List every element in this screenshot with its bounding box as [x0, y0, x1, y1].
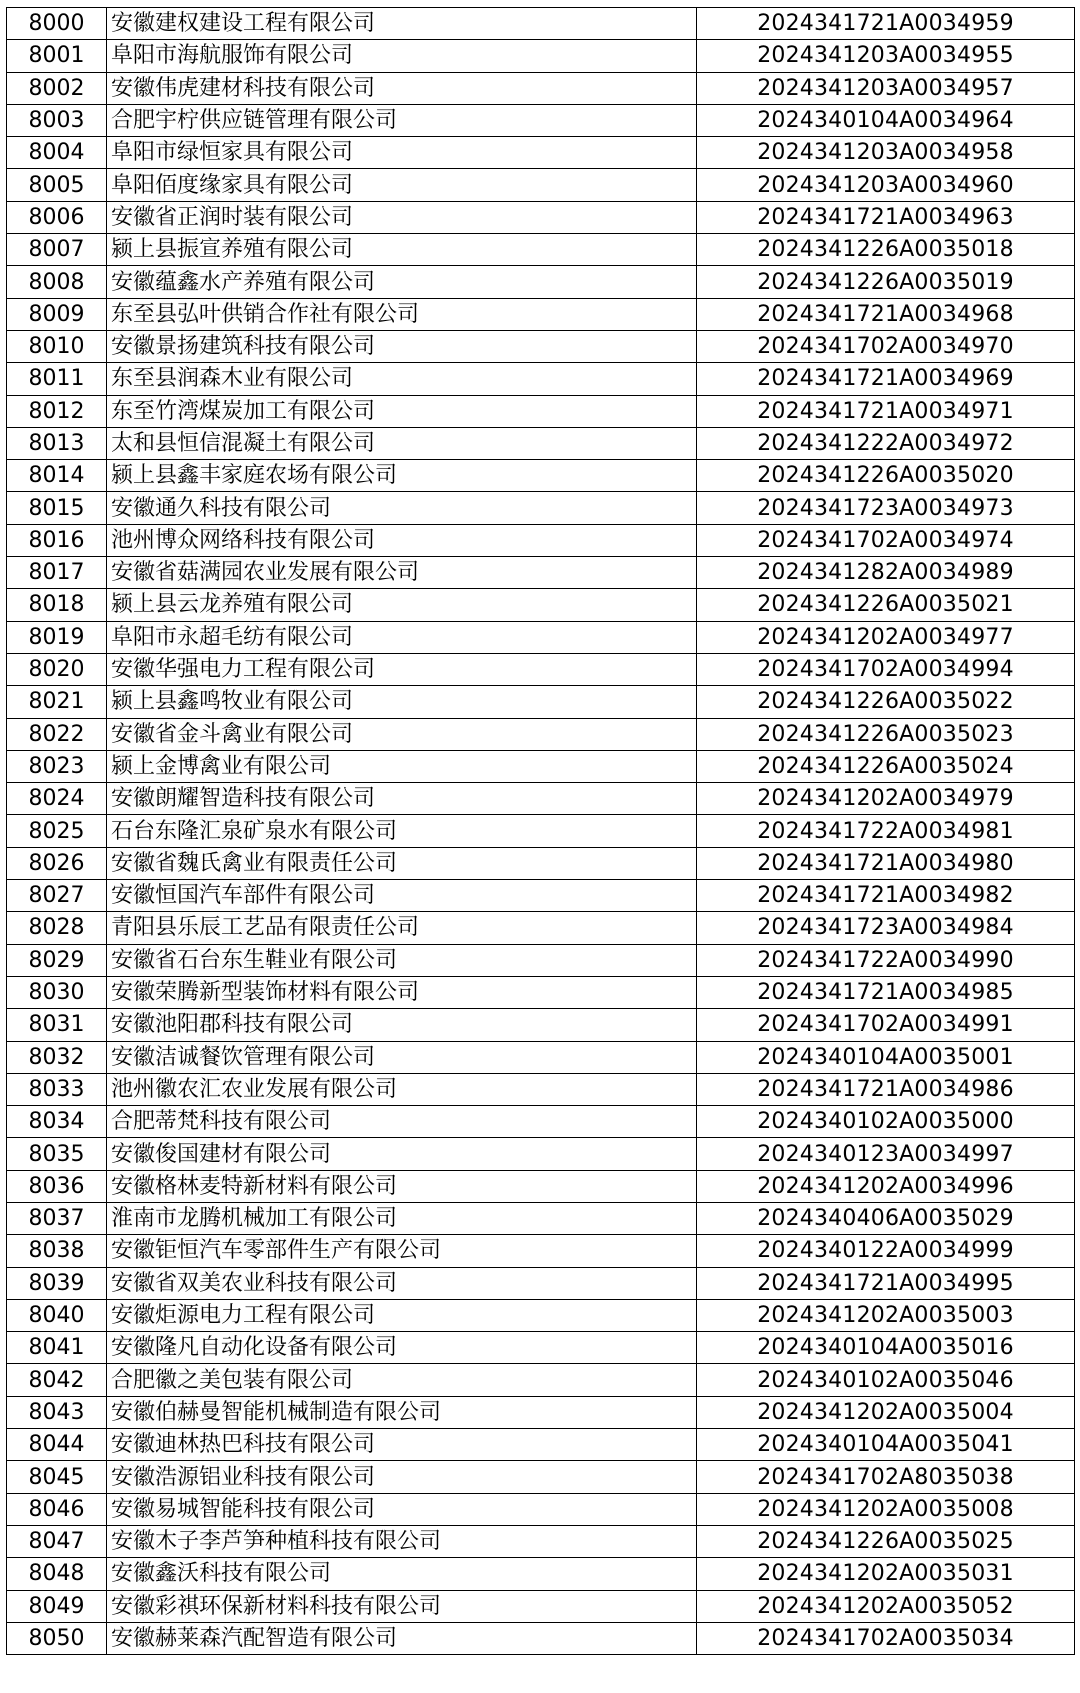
registration-code-cell: 2024341226A0035025 — [697, 1525, 1075, 1557]
registration-code-cell: 2024341702A0035034 — [697, 1622, 1075, 1654]
table-row — [7, 8, 1075, 40]
row-number-cell: 8028 — [7, 912, 107, 944]
company-name-cell: 安徽池阳郡科技有限公司 — [107, 1009, 697, 1041]
company-name-cell: 安徽隆凡自动化设备有限公司 — [107, 1332, 697, 1364]
company-name-cell: 安徽易城智能科技有限公司 — [107, 1493, 697, 1525]
row-number-cell: 8025 — [7, 815, 107, 847]
row-number-cell: 8044 — [7, 1429, 107, 1461]
row-number-cell: 8041 — [7, 1332, 107, 1364]
registration-code-cell: 2024341722A0034981 — [697, 815, 1075, 847]
company-list-table — [6, 7, 1075, 1655]
row-number-cell: 8030 — [7, 976, 107, 1008]
registration-code-cell: 2024341721A0034963 — [697, 201, 1075, 233]
registration-code-cell: 2024341721A0034982 — [697, 880, 1075, 912]
table-row — [7, 686, 1075, 718]
company-name-cell: 阜阳佰度缘家具有限公司 — [107, 169, 697, 201]
table-body — [7, 8, 1075, 1655]
company-name-cell: 东至县弘叶供销合作社有限公司 — [107, 298, 697, 330]
registration-code-cell: 2024341203A0034957 — [697, 72, 1075, 104]
table-row — [7, 330, 1075, 362]
company-name-cell: 合肥宇柠供应链管理有限公司 — [107, 104, 697, 136]
registration-code-cell: 2024341702A0034991 — [697, 1009, 1075, 1041]
row-number-cell: 8019 — [7, 621, 107, 653]
row-number-cell: 8000 — [7, 8, 107, 40]
table-row — [7, 1009, 1075, 1041]
company-name-cell: 安徽炬源电力工程有限公司 — [107, 1299, 697, 1331]
row-number-cell: 8004 — [7, 137, 107, 169]
registration-code-cell: 2024340102A0035046 — [697, 1364, 1075, 1396]
table-row — [7, 234, 1075, 266]
company-name-cell: 安徽彩祺环保新材料科技有限公司 — [107, 1590, 697, 1622]
table-row — [7, 1525, 1075, 1557]
registration-code-cell: 2024340104A0035016 — [697, 1332, 1075, 1364]
registration-code-cell: 2024341702A0034994 — [697, 653, 1075, 685]
row-number-cell: 8046 — [7, 1493, 107, 1525]
company-name-cell: 石台东隆汇泉矿泉水有限公司 — [107, 815, 697, 847]
registration-code-cell: 2024340104A0035001 — [697, 1041, 1075, 1073]
row-number-cell: 8048 — [7, 1558, 107, 1590]
table-row — [7, 266, 1075, 298]
table-row — [7, 1073, 1075, 1105]
row-number-cell: 8038 — [7, 1235, 107, 1267]
registration-code-cell: 2024340122A0034999 — [697, 1235, 1075, 1267]
row-number-cell: 8006 — [7, 201, 107, 233]
registration-code-cell: 2024341721A0034968 — [697, 298, 1075, 330]
company-name-cell: 安徽迪林热巴科技有限公司 — [107, 1429, 697, 1461]
registration-code-cell: 2024341203A0034958 — [697, 137, 1075, 169]
row-number-cell: 8010 — [7, 330, 107, 362]
company-name-cell: 安徽浩源铝业科技有限公司 — [107, 1461, 697, 1493]
registration-code-cell: 2024341226A0035022 — [697, 686, 1075, 718]
row-number-cell: 8045 — [7, 1461, 107, 1493]
table-row — [7, 783, 1075, 815]
company-name-cell: 颍上县鑫鸣牧业有限公司 — [107, 686, 697, 718]
row-number-cell: 8012 — [7, 395, 107, 427]
table-row — [7, 169, 1075, 201]
row-number-cell: 8032 — [7, 1041, 107, 1073]
company-name-cell: 淮南市龙腾机械加工有限公司 — [107, 1202, 697, 1234]
row-number-cell: 8016 — [7, 524, 107, 556]
registration-code-cell: 2024341702A0034974 — [697, 524, 1075, 556]
registration-code-cell: 2024341202A0035004 — [697, 1396, 1075, 1428]
row-number-cell: 8002 — [7, 72, 107, 104]
table-row — [7, 395, 1075, 427]
registration-code-cell: 2024341202A0034979 — [697, 783, 1075, 815]
table-row — [7, 1461, 1075, 1493]
table-row — [7, 1138, 1075, 1170]
table-row — [7, 621, 1075, 653]
registration-code-cell: 2024341226A0035024 — [697, 750, 1075, 782]
row-number-cell: 8037 — [7, 1202, 107, 1234]
registration-code-cell: 2024341202A0035031 — [697, 1558, 1075, 1590]
row-number-cell: 8014 — [7, 460, 107, 492]
table-row — [7, 104, 1075, 136]
company-name-cell: 阜阳市绿恒家具有限公司 — [107, 137, 697, 169]
company-name-cell: 安徽省石台东生鞋业有限公司 — [107, 944, 697, 976]
table-row — [7, 1493, 1075, 1525]
company-name-cell: 合肥徽之美包装有限公司 — [107, 1364, 697, 1396]
table-row — [7, 912, 1075, 944]
table-row — [7, 653, 1075, 685]
company-name-cell: 安徽鑫沃科技有限公司 — [107, 1558, 697, 1590]
company-name-cell: 安徽恒国汽车部件有限公司 — [107, 880, 697, 912]
company-name-cell: 东至县润森木业有限公司 — [107, 363, 697, 395]
table-row — [7, 1299, 1075, 1331]
table-row — [7, 1041, 1075, 1073]
table-row — [7, 1622, 1075, 1654]
table-row — [7, 750, 1075, 782]
table-row — [7, 298, 1075, 330]
row-number-cell: 8017 — [7, 557, 107, 589]
company-name-cell: 阜阳市永超毛纺有限公司 — [107, 621, 697, 653]
company-name-cell: 安徽木子李芦笋种植科技有限公司 — [107, 1525, 697, 1557]
table-row — [7, 1202, 1075, 1234]
company-name-cell: 安徽省金斗禽业有限公司 — [107, 718, 697, 750]
table-row — [7, 201, 1075, 233]
registration-code-cell: 2024341721A0034959 — [697, 8, 1075, 40]
row-number-cell: 8034 — [7, 1106, 107, 1138]
registration-code-cell: 2024341202A0035052 — [697, 1590, 1075, 1622]
company-name-cell: 颍上县鑫丰家庭农场有限公司 — [107, 460, 697, 492]
company-name-cell: 青阳县乐辰工艺品有限责任公司 — [107, 912, 697, 944]
table-row — [7, 1558, 1075, 1590]
registration-code-cell: 2024341721A0034980 — [697, 847, 1075, 879]
row-number-cell: 8035 — [7, 1138, 107, 1170]
company-name-cell: 安徽华强电力工程有限公司 — [107, 653, 697, 685]
row-number-cell: 8036 — [7, 1170, 107, 1202]
registration-code-cell: 2024340406A0035029 — [697, 1202, 1075, 1234]
company-name-cell: 安徽通久科技有限公司 — [107, 492, 697, 524]
table-row — [7, 524, 1075, 556]
company-name-cell: 颍上金博禽业有限公司 — [107, 750, 697, 782]
company-name-cell: 安徽朗耀智造科技有限公司 — [107, 783, 697, 815]
registration-code-cell: 2024341226A0035018 — [697, 234, 1075, 266]
table-row — [7, 492, 1075, 524]
company-name-cell: 安徽赫莱森汽配智造有限公司 — [107, 1622, 697, 1654]
company-name-cell: 颍上县云龙养殖有限公司 — [107, 589, 697, 621]
table-row — [7, 718, 1075, 750]
row-number-cell: 8021 — [7, 686, 107, 718]
registration-code-cell: 2024341226A0035023 — [697, 718, 1075, 750]
company-name-cell: 池州徽农汇农业发展有限公司 — [107, 1073, 697, 1105]
registration-code-cell: 2024341721A0034986 — [697, 1073, 1075, 1105]
table-row — [7, 1364, 1075, 1396]
company-name-cell: 安徽钜恒汽车零部件生产有限公司 — [107, 1235, 697, 1267]
registration-code-cell: 2024340104A0034964 — [697, 104, 1075, 136]
registration-code-cell: 2024341203A0034960 — [697, 169, 1075, 201]
registration-code-cell: 2024341721A0034985 — [697, 976, 1075, 1008]
row-number-cell: 8003 — [7, 104, 107, 136]
company-name-cell: 安徽蕴鑫水产养殖有限公司 — [107, 266, 697, 298]
row-number-cell: 8023 — [7, 750, 107, 782]
table-row — [7, 427, 1075, 459]
registration-code-cell: 2024341203A0034955 — [697, 40, 1075, 72]
registration-code-cell: 2024341722A0034990 — [697, 944, 1075, 976]
table-row — [7, 976, 1075, 1008]
company-name-cell: 安徽伯赫曼智能机械制造有限公司 — [107, 1396, 697, 1428]
registration-code-cell: 2024340102A0035000 — [697, 1106, 1075, 1138]
company-name-cell: 阜阳市海航服饰有限公司 — [107, 40, 697, 72]
row-number-cell: 8008 — [7, 266, 107, 298]
row-number-cell: 8005 — [7, 169, 107, 201]
table-row — [7, 1235, 1075, 1267]
company-name-cell: 安徽省双美农业科技有限公司 — [107, 1267, 697, 1299]
company-name-cell: 池州博众网络科技有限公司 — [107, 524, 697, 556]
table-row — [7, 1429, 1075, 1461]
registration-code-cell: 2024341202A0034977 — [697, 621, 1075, 653]
table-row — [7, 815, 1075, 847]
table-row — [7, 589, 1075, 621]
table-row — [7, 1590, 1075, 1622]
row-number-cell: 8029 — [7, 944, 107, 976]
table-row — [7, 944, 1075, 976]
registration-code-cell: 2024341202A0035003 — [697, 1299, 1075, 1331]
table-row — [7, 1170, 1075, 1202]
company-name-cell: 太和县恒信混凝土有限公司 — [107, 427, 697, 459]
registration-code-cell: 2024340123A0034997 — [697, 1138, 1075, 1170]
row-number-cell: 8027 — [7, 880, 107, 912]
row-number-cell: 8015 — [7, 492, 107, 524]
company-name-cell: 安徽省魏氏禽业有限责任公司 — [107, 847, 697, 879]
row-number-cell: 8001 — [7, 40, 107, 72]
table-row — [7, 1267, 1075, 1299]
row-number-cell: 8024 — [7, 783, 107, 815]
row-number-cell: 8043 — [7, 1396, 107, 1428]
company-name-cell: 安徽伟虎建材科技有限公司 — [107, 72, 697, 104]
row-number-cell: 8040 — [7, 1299, 107, 1331]
row-number-cell: 8007 — [7, 234, 107, 266]
row-number-cell: 8049 — [7, 1590, 107, 1622]
row-number-cell: 8033 — [7, 1073, 107, 1105]
company-name-cell: 安徽荣腾新型装饰材料有限公司 — [107, 976, 697, 1008]
company-name-cell: 安徽俊国建材有限公司 — [107, 1138, 697, 1170]
registration-code-cell: 2024341721A0034969 — [697, 363, 1075, 395]
table-row — [7, 363, 1075, 395]
company-name-cell: 颍上县振宣养殖有限公司 — [107, 234, 697, 266]
row-number-cell: 8050 — [7, 1622, 107, 1654]
company-name-cell: 东至竹湾煤炭加工有限公司 — [107, 395, 697, 427]
company-name-cell: 安徽洁诚餐饮管理有限公司 — [107, 1041, 697, 1073]
registration-code-cell: 2024341702A0034970 — [697, 330, 1075, 362]
row-number-cell: 8031 — [7, 1009, 107, 1041]
table-row — [7, 557, 1075, 589]
row-number-cell: 8022 — [7, 718, 107, 750]
company-name-cell: 合肥蒂梵科技有限公司 — [107, 1106, 697, 1138]
registration-code-cell: 2024341226A0035019 — [697, 266, 1075, 298]
registration-code-cell: 2024341226A0035020 — [697, 460, 1075, 492]
table-row — [7, 460, 1075, 492]
row-number-cell: 8013 — [7, 427, 107, 459]
company-name-cell: 安徽景扬建筑科技有限公司 — [107, 330, 697, 362]
registration-code-cell: 2024341723A0034984 — [697, 912, 1075, 944]
row-number-cell: 8047 — [7, 1525, 107, 1557]
registration-code-cell: 2024341202A0034996 — [697, 1170, 1075, 1202]
registration-code-cell: 2024341222A0034972 — [697, 427, 1075, 459]
row-number-cell: 8020 — [7, 653, 107, 685]
registration-code-cell: 2024341721A0034995 — [697, 1267, 1075, 1299]
table-row — [7, 847, 1075, 879]
table-row — [7, 40, 1075, 72]
registration-code-cell: 2024341226A0035021 — [697, 589, 1075, 621]
table-row — [7, 1396, 1075, 1428]
registration-code-cell: 2024341702A8035038 — [697, 1461, 1075, 1493]
registration-code-cell: 2024341723A0034973 — [697, 492, 1075, 524]
row-number-cell: 8042 — [7, 1364, 107, 1396]
row-number-cell: 8026 — [7, 847, 107, 879]
company-name-cell: 安徽格林麦特新材料有限公司 — [107, 1170, 697, 1202]
table-row — [7, 1106, 1075, 1138]
registration-code-cell: 2024341202A0035008 — [697, 1493, 1075, 1525]
registration-code-cell: 2024341721A0034971 — [697, 395, 1075, 427]
registration-code-cell: 2024340104A0035041 — [697, 1429, 1075, 1461]
table-row — [7, 880, 1075, 912]
row-number-cell: 8018 — [7, 589, 107, 621]
company-name-cell: 安徽省菇满园农业发展有限公司 — [107, 557, 697, 589]
table-row — [7, 72, 1075, 104]
registration-code-cell: 2024341282A0034989 — [697, 557, 1075, 589]
row-number-cell: 8011 — [7, 363, 107, 395]
table-row — [7, 1332, 1075, 1364]
table-row — [7, 137, 1075, 169]
row-number-cell: 8039 — [7, 1267, 107, 1299]
company-name-cell: 安徽省正润时装有限公司 — [107, 201, 697, 233]
company-name-cell: 安徽建权建设工程有限公司 — [107, 8, 697, 40]
row-number-cell: 8009 — [7, 298, 107, 330]
